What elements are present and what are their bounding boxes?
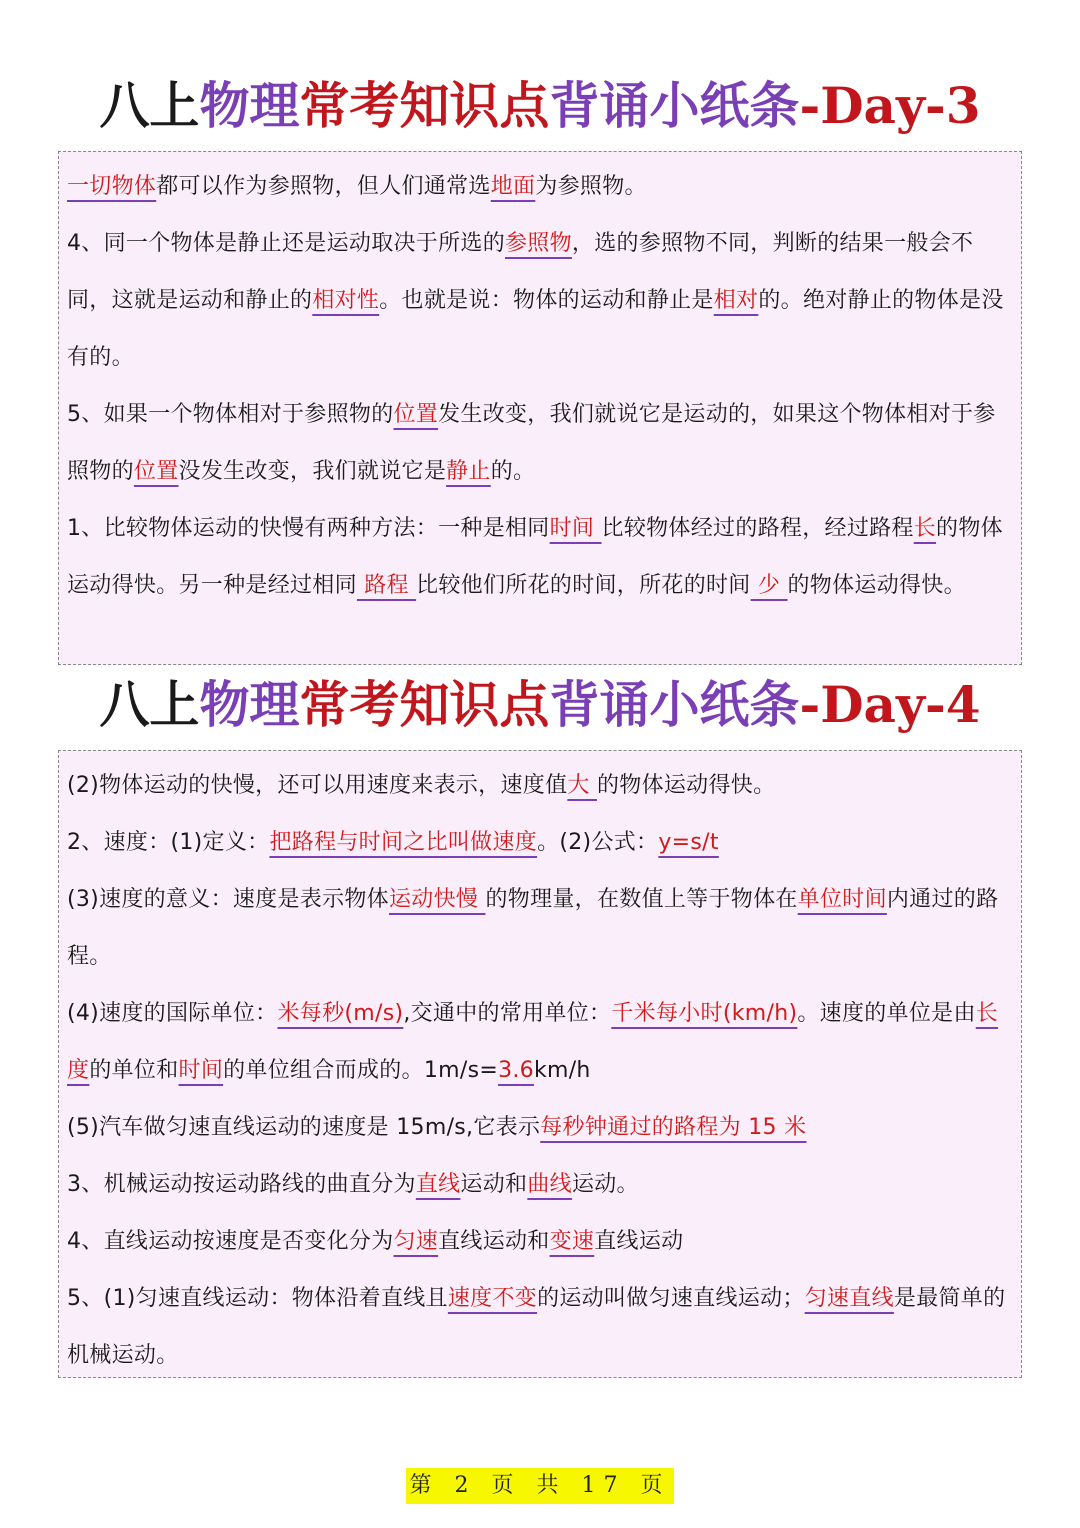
text-run: 。(2)公式： xyxy=(537,830,659,855)
text-run: 2、速度：(1)定义： xyxy=(67,830,270,855)
note-paragraph xyxy=(67,814,1013,871)
text-run: 运动和 xyxy=(460,1172,528,1197)
text-run: 5、如果一个物体相对于参照物的 xyxy=(67,402,394,427)
note-paragraph xyxy=(67,158,1013,215)
text-run: 4、同一个物体是静止还是运动取决于所选的 xyxy=(67,231,505,256)
title-segment: 常考 xyxy=(299,675,400,734)
key-term: 长 xyxy=(913,516,937,541)
text-run: 的单位和 xyxy=(89,1058,179,1083)
text-run: (5)汽车做匀速直线运动的速度是 15m/s,它表示 xyxy=(67,1115,541,1140)
text-run: 内通过的路程。 xyxy=(67,887,999,969)
title-segment: 知识点 xyxy=(399,76,550,135)
day3-title xyxy=(0,74,1080,138)
key-term: 单位时间 xyxy=(797,887,887,912)
key-term: 地面 xyxy=(490,174,536,199)
text-run: 比较物体经过的路程，经过路程 xyxy=(601,516,914,541)
day3-note-box xyxy=(58,151,1022,665)
text-run: 。也就是说：物体的运动和静止是 xyxy=(379,288,714,313)
key-term: 变速 xyxy=(549,1229,595,1254)
key-term: 速度不变 xyxy=(447,1286,538,1311)
title-segment: 小纸条 xyxy=(649,675,800,734)
text-run: 5、(1)匀速直线运动：物体沿着直线且 xyxy=(67,1286,448,1311)
key-term: 参照物 xyxy=(505,231,572,256)
title-segment: -Day-4 xyxy=(799,675,981,734)
text-run: (3)速度的意义：速度是表示物体 xyxy=(67,887,389,912)
title-segment: 物理 xyxy=(199,675,300,734)
key-term: 时间 xyxy=(549,516,602,541)
note-paragraph xyxy=(67,500,1013,614)
note-paragraph xyxy=(67,386,1013,500)
title-segment: 背诵 xyxy=(549,76,650,135)
key-term: 匀速直线 xyxy=(804,1286,894,1311)
note-paragraph xyxy=(67,1270,1013,1384)
text-run: 的单位组合而成的。1m/s= xyxy=(223,1058,499,1083)
key-term: 每秒钟通过的路程为 15 米 xyxy=(540,1115,807,1140)
text-run: 直线运动 xyxy=(594,1229,684,1254)
key-term: 相对 xyxy=(713,288,759,313)
day4-note-box xyxy=(58,750,1022,1378)
key-term: 匀速 xyxy=(393,1229,439,1254)
key-term: 曲线 xyxy=(527,1172,572,1197)
text-run: 直线运动和 xyxy=(438,1229,550,1254)
text-run: 的物理量，在数值上等于物体在 xyxy=(485,887,798,912)
key-term: 相对性 xyxy=(312,288,380,313)
text-run: 的物体运动得快。另一种是经过相同 xyxy=(67,516,1003,598)
text-run: 的运动叫做匀速直线运动； xyxy=(537,1286,805,1311)
key-term: 一切物体 xyxy=(67,174,157,199)
note-paragraph xyxy=(67,757,1013,814)
text-run: 发生改变，我们就说它是运动的，如果这个物体相对于参照物的 xyxy=(67,402,996,484)
text-run: 是最简单的机械运动。 xyxy=(67,1286,1006,1368)
note-paragraph xyxy=(67,985,1013,1099)
title-segment: 八上 xyxy=(99,675,200,734)
title-segment: 小纸条 xyxy=(649,76,800,135)
key-term: 位置 xyxy=(133,459,179,484)
text-run: 比较他们所花的时间，所花的时间 xyxy=(416,573,751,598)
title-segment: -Day-3 xyxy=(799,76,981,135)
text-run: 。速度的单位是由 xyxy=(797,1001,976,1026)
text-run: ,交通中的常用单位： xyxy=(403,1001,612,1026)
title-segment: 知识点 xyxy=(399,675,550,734)
note-paragraph xyxy=(67,871,1013,985)
key-term: 大 xyxy=(567,773,597,798)
text-run: (2)物体运动的快慢，还可以用速度来表示，速度值 xyxy=(67,773,568,798)
text-run: 4、直线运动按速度是否变化分为 xyxy=(67,1229,394,1254)
note-paragraph xyxy=(67,1213,1013,1270)
key-term: 米每秒(m/s) xyxy=(277,1001,404,1026)
key-term: y=s/t xyxy=(658,830,719,855)
title-segment: 常考 xyxy=(299,76,400,135)
key-term: 3.6 xyxy=(498,1058,534,1083)
text-run: 的物体运动得快。 xyxy=(596,773,776,798)
key-term: 运动快慢 xyxy=(388,887,486,912)
note-paragraph xyxy=(67,1099,1013,1156)
note-paragraph xyxy=(67,215,1013,386)
text-run: 1、比较物体运动的快慢有两种方法：一种是相同 xyxy=(67,516,550,541)
day4-title xyxy=(0,673,1080,737)
text-run: ，选的参照物不同，判断的结果一般会不同，这就是运动和静止的 xyxy=(67,231,974,313)
text-run: (4)速度的国际单位： xyxy=(67,1001,278,1026)
key-term: 时间 xyxy=(178,1058,224,1083)
page-number: 第 2 页 共 17 页 xyxy=(406,1468,675,1504)
text-run: 的物体运动得快。 xyxy=(787,573,966,598)
text-run: 的。 xyxy=(490,459,536,484)
title-segment: 物理 xyxy=(199,76,300,135)
note-paragraph xyxy=(67,1156,1013,1213)
text-run: 3、机械运动按运动路线的曲直分为 xyxy=(67,1172,416,1197)
key-term: 位置 xyxy=(393,402,439,427)
key-term: 少 xyxy=(750,573,788,598)
key-term: 直线 xyxy=(415,1172,461,1197)
text-run: 没发生改变，我们就说它是 xyxy=(178,459,447,484)
key-term: 把路程与时间之比叫做速度 xyxy=(269,830,538,855)
text-run: 运动。 xyxy=(571,1172,639,1197)
text-run: 的。绝对静止的物体是没有的。 xyxy=(67,288,1004,370)
key-term: 长度 xyxy=(67,1001,999,1083)
key-term: 千米每小时(km/h) xyxy=(611,1001,798,1026)
key-term: 路程 xyxy=(356,573,417,598)
text-run: 为参照物。 xyxy=(535,174,647,199)
text-run: 都可以作为参照物，但人们通常选 xyxy=(156,174,491,199)
key-term: 静止 xyxy=(446,459,491,484)
text-run: km/h xyxy=(533,1058,591,1083)
title-segment: 背诵 xyxy=(549,675,650,734)
title-segment: 八上 xyxy=(99,76,200,135)
page-footer xyxy=(0,1468,1080,1504)
